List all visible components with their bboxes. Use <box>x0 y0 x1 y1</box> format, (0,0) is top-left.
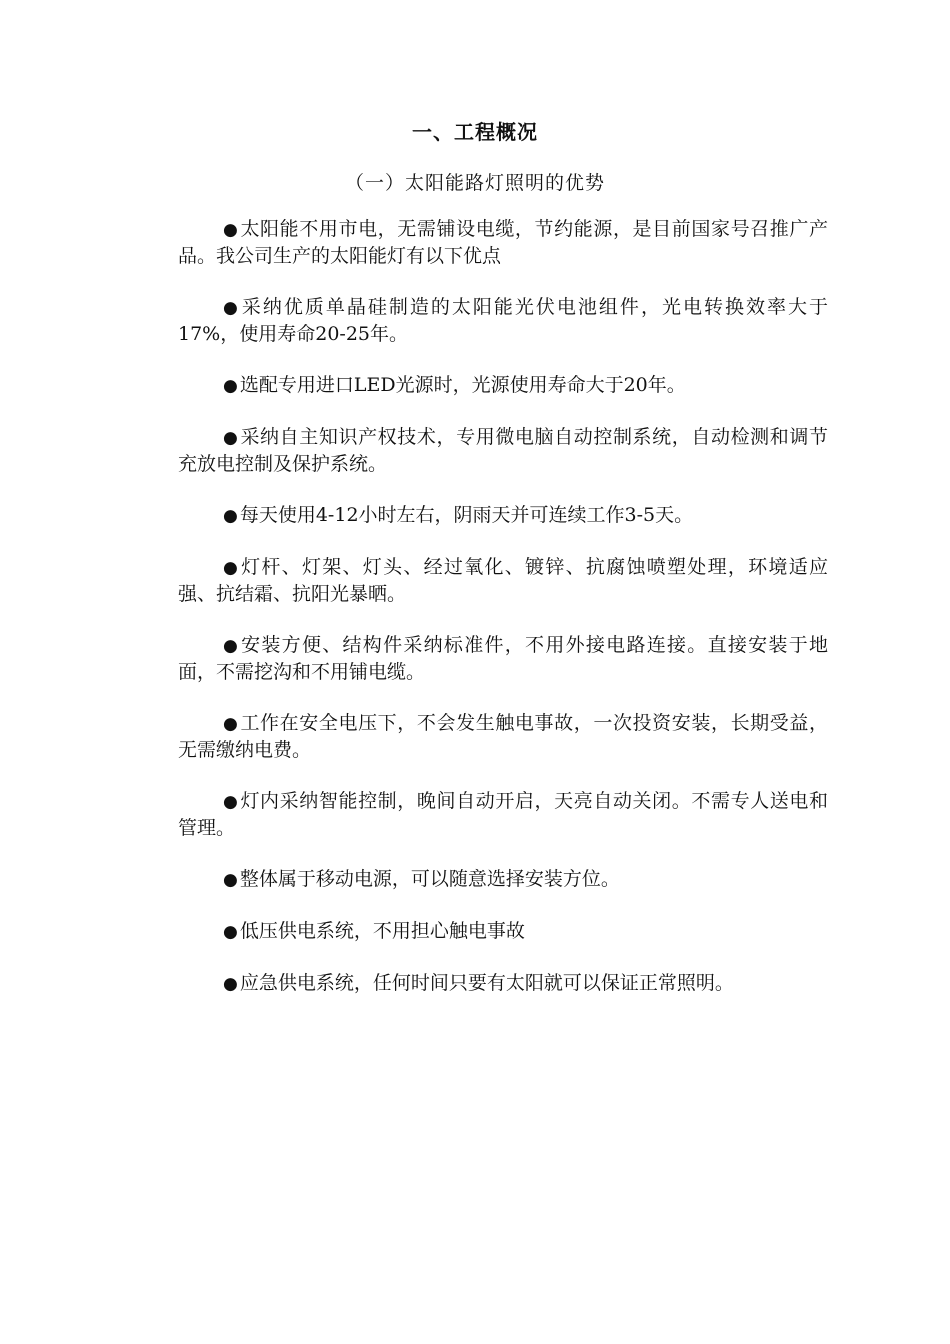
list-item <box>178 918 828 945</box>
list-item-text: 灯杆、灯架、灯头、经过氧化、镀锌、抗腐蚀喷塑处理，环境适应强、抗结霜、抗阳光暴晒。 <box>178 556 828 605</box>
list-item-text: 太阳能不用市电，无需铺设电缆，节约能源，是目前国家号召推广产品。我公司生产的太阳能灯有以下优点 <box>178 218 828 267</box>
bullet-icon: ● <box>223 428 239 448</box>
bullet-icon: ● <box>223 922 238 942</box>
list-item-text: 安装方便、结构件采纳标准件，不用外接电路连接。直接安装于地面，不需挖沟和不用铺电缆。 <box>178 634 828 683</box>
list-item <box>178 866 828 893</box>
subsection-title: （一）太阳能路灯照明的优势 <box>344 172 605 194</box>
bullet-icon: ● <box>223 220 239 240</box>
list-item <box>178 632 828 685</box>
bullet-icon: ● <box>223 792 239 812</box>
list-item-text: 采纳自主知识产权技术，专用微电脑自动控制系统，自动检测和调节充放电控制及保护系统。 <box>178 426 828 475</box>
bullet-icon: ● <box>223 558 240 578</box>
list-item-text: 应急供电系统，任何时间只要有太阳就可以保证正常照明。 <box>239 972 734 994</box>
list-item-text: 灯内采纳智能控制，晚间自动开启，天亮自动关闭。不需专人送电和管理。 <box>178 790 828 839</box>
section-title: 一、工程概况 <box>412 120 538 144</box>
list-item <box>178 970 828 997</box>
bullet-icon: ● <box>223 298 240 318</box>
list-item-text: 选配专用进口LED光源时，光源使用寿命大于20年。 <box>239 374 686 396</box>
list-item <box>178 502 828 529</box>
list-item <box>178 216 828 269</box>
list-item <box>178 710 828 763</box>
list-item-text: 工作在安全电压下，不会发生触电事故，一次投资安装，长期受益，无需缴纳电费。 <box>178 712 828 761</box>
list-item <box>178 372 828 399</box>
bullet-icon: ● <box>223 376 238 396</box>
bullet-icon: ● <box>223 974 238 994</box>
list-item <box>178 294 828 347</box>
bullet-icon: ● <box>223 636 240 656</box>
advantages-list <box>178 216 828 1022</box>
list-item <box>178 424 828 477</box>
bullet-icon: ● <box>223 714 239 734</box>
list-item-text: 低压供电系统，不用担心触电事故 <box>239 920 525 942</box>
list-item-text: 整体属于移动电源，可以随意选择安装方位。 <box>239 868 620 890</box>
list-item-text: 每天使用4-12小时左右，阴雨天并可连续工作3-5天。 <box>239 504 694 526</box>
list-item <box>178 788 828 841</box>
list-item-text: 采纳优质单晶硅制造的太阳能光伏电池组件，光电转换效率大于17%，使用寿命20-25年。 <box>178 296 828 345</box>
list-item <box>178 554 828 607</box>
bullet-icon: ● <box>223 870 238 890</box>
bullet-icon: ● <box>223 506 238 526</box>
